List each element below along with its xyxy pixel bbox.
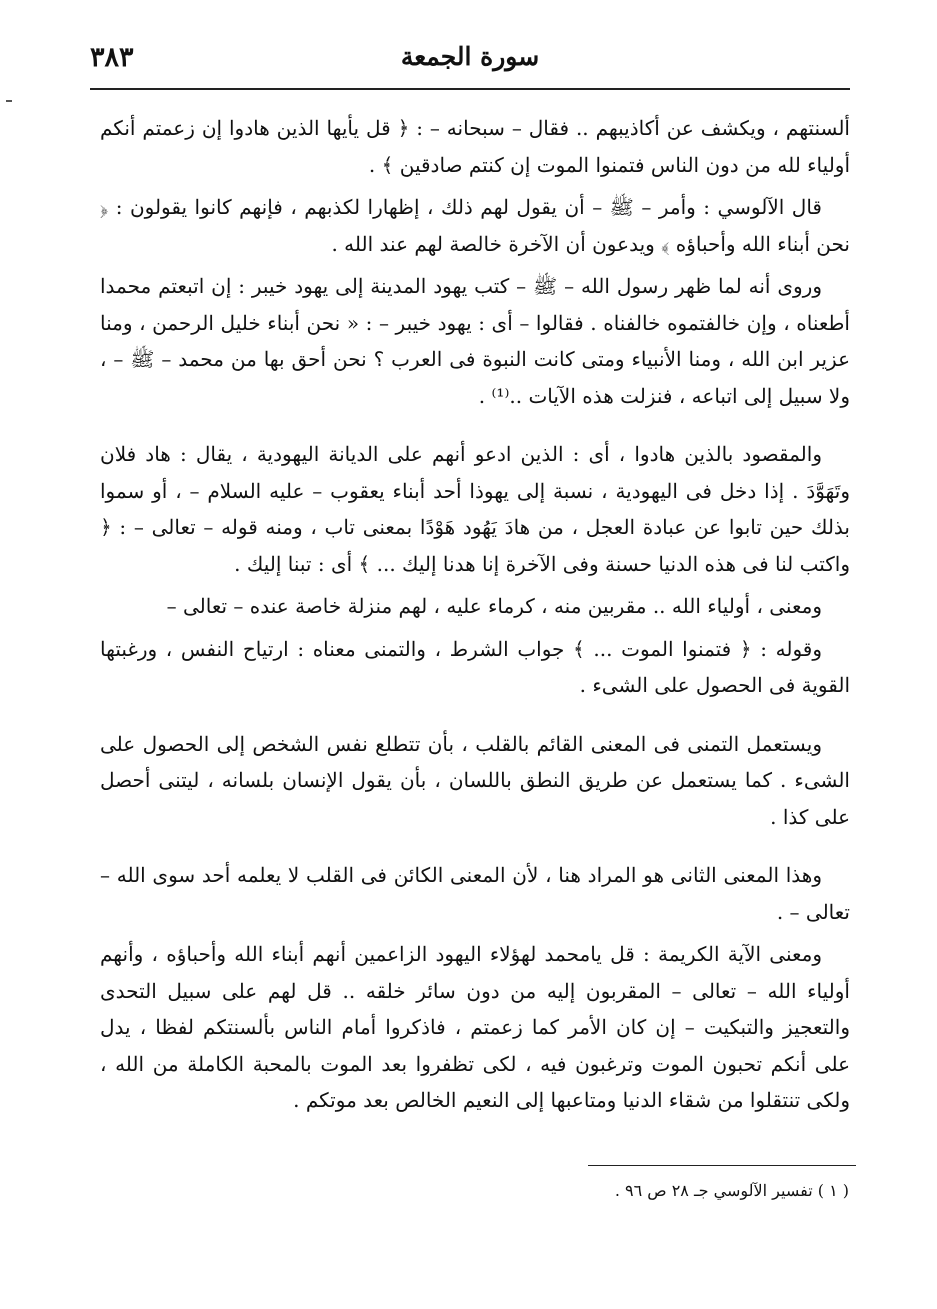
surah-title: سورة الجمعة bbox=[400, 42, 540, 71]
footnote-rule bbox=[588, 1165, 856, 1166]
paragraph-6: وقوله : ﴿ فتمنوا الموت ... ﴾ جواب الشرط ، والتمنى معناه : ارتياح النفس ، ورغبتها القوية فى الحصول على الشىء . bbox=[100, 636, 850, 697]
paragraph-8: وهذا المعنى الثانى هو المراد هنا ، لأن المعنى الكائن فى القلب لا يعلمه أحد سوى الله – تعالى – . bbox=[100, 863, 850, 924]
paragraph-9: ومعنى الآية الكريمة : قل يامحمد لهؤلاء اليهود الزاعمين أنهم أبناء الله وأحباؤه ، وأنهم أولياء الله – تعالى – المقربون إليه من دون سائر خلقه .. قل لهم على سبيل التحدى والتعجيز والتبكيت – إن كان الأمر كما زعمتم ، فاذكروا أمام الناس بألسنتكم لفظا ، يدل على أنكم تحبون الموت وترغبون فيه ، لكى تظفروا بعد الموت بالمحبة الكاملة من الله ، ولكى تنتقلوا من شقاء الدنيا ومتاعبها إلى النعيم الخالص بعد موتكم . bbox=[100, 942, 850, 1112]
paragraph-5: ومعنى ، أولياء الله .. مقربين منه ، كرماء عليه ، لهم منزلة خاصة عنده – تعالى – bbox=[166, 594, 822, 618]
paragraph-7: ويستعمل التمنى فى المعنى القائم بالقلب ، بأن تتطلع نفس الشخص إلى الحصول على الشىء . كما يستعمل عن طريق النطق باللسان ، بأن يقول الإنسان بلسانه ، ليتنى أحصل على كذا . bbox=[100, 731, 850, 829]
footnote: ( ١ ) تفسير الآلوسي جـ ٢٨ ص ٩٦ . bbox=[614, 1181, 849, 1200]
body-text bbox=[100, 110, 850, 1125]
paragraph-4: والمقصود بالذين هادوا ، أى : الذين ادعو أنهم على الديانة اليهودية ، يقال : هاد فلان وتَهَوَّدَ . إذا دخل فى اليهودية ، نسبة إلى يهوذا أحد أبناء يعقوب – عليه السلام – ، أو سموا بذلك حين تابوا عن عبادة العجل ، من هادَ يَهُود هَوْدًا بمعنى تاب ، ومنه قوله – تعالى – : ﴿ واكتب لنا فى هذه الدنيا حسنة وفى الآخرة إنا هدنا إليك ... ﴾ أى : تبنا إليك . bbox=[100, 442, 850, 576]
page-header bbox=[90, 38, 850, 90]
paragraph-3: وروى أنه لما ظهر رسول الله – ﷺ – كتب يهود المدينة إلى يهود خيبر : إن اتبعتم محمدا أطعناه ، وإن خالفتموه خالفناه . فقالوا – أى : يهود خيبر – : « نحن أبناء خليل الرحمن ، ومنا عزير ابن الله ، ومنا الأنبياء ومتى كانت النبوة فى العرب ؟ نحن أحق بها من محمد – ﷺ – ، ولا سبيل إلى اتباعه ، فنزلت هذه الآيات ..⁽¹⁾ . bbox=[100, 274, 850, 408]
paragraph-1: ألسنتهم ، ويكشف عن أكاذيبهم .. فقال – سبحانه – : ﴿ قل يأيها الذين هادوا إن زعمتم أنكم أولياء لله من دون الناس فتمنوا الموت إن كنتم صادقين ﴾ . bbox=[100, 116, 850, 177]
page-number: ٣٨٣ bbox=[90, 42, 134, 73]
margin-mark bbox=[6, 100, 12, 102]
header-rule bbox=[90, 88, 850, 90]
paragraph-2: قال الآلوسي : وأمر – ﷺ – أن يقول لهم ذلك ، إظهارا لكذبهم ، فإنهم كانوا يقولون : ﴿ نحن أبناء الله وأحباؤه ﴾ ويدعون أن الآخرة خالصة لهم عند الله . bbox=[100, 195, 850, 256]
